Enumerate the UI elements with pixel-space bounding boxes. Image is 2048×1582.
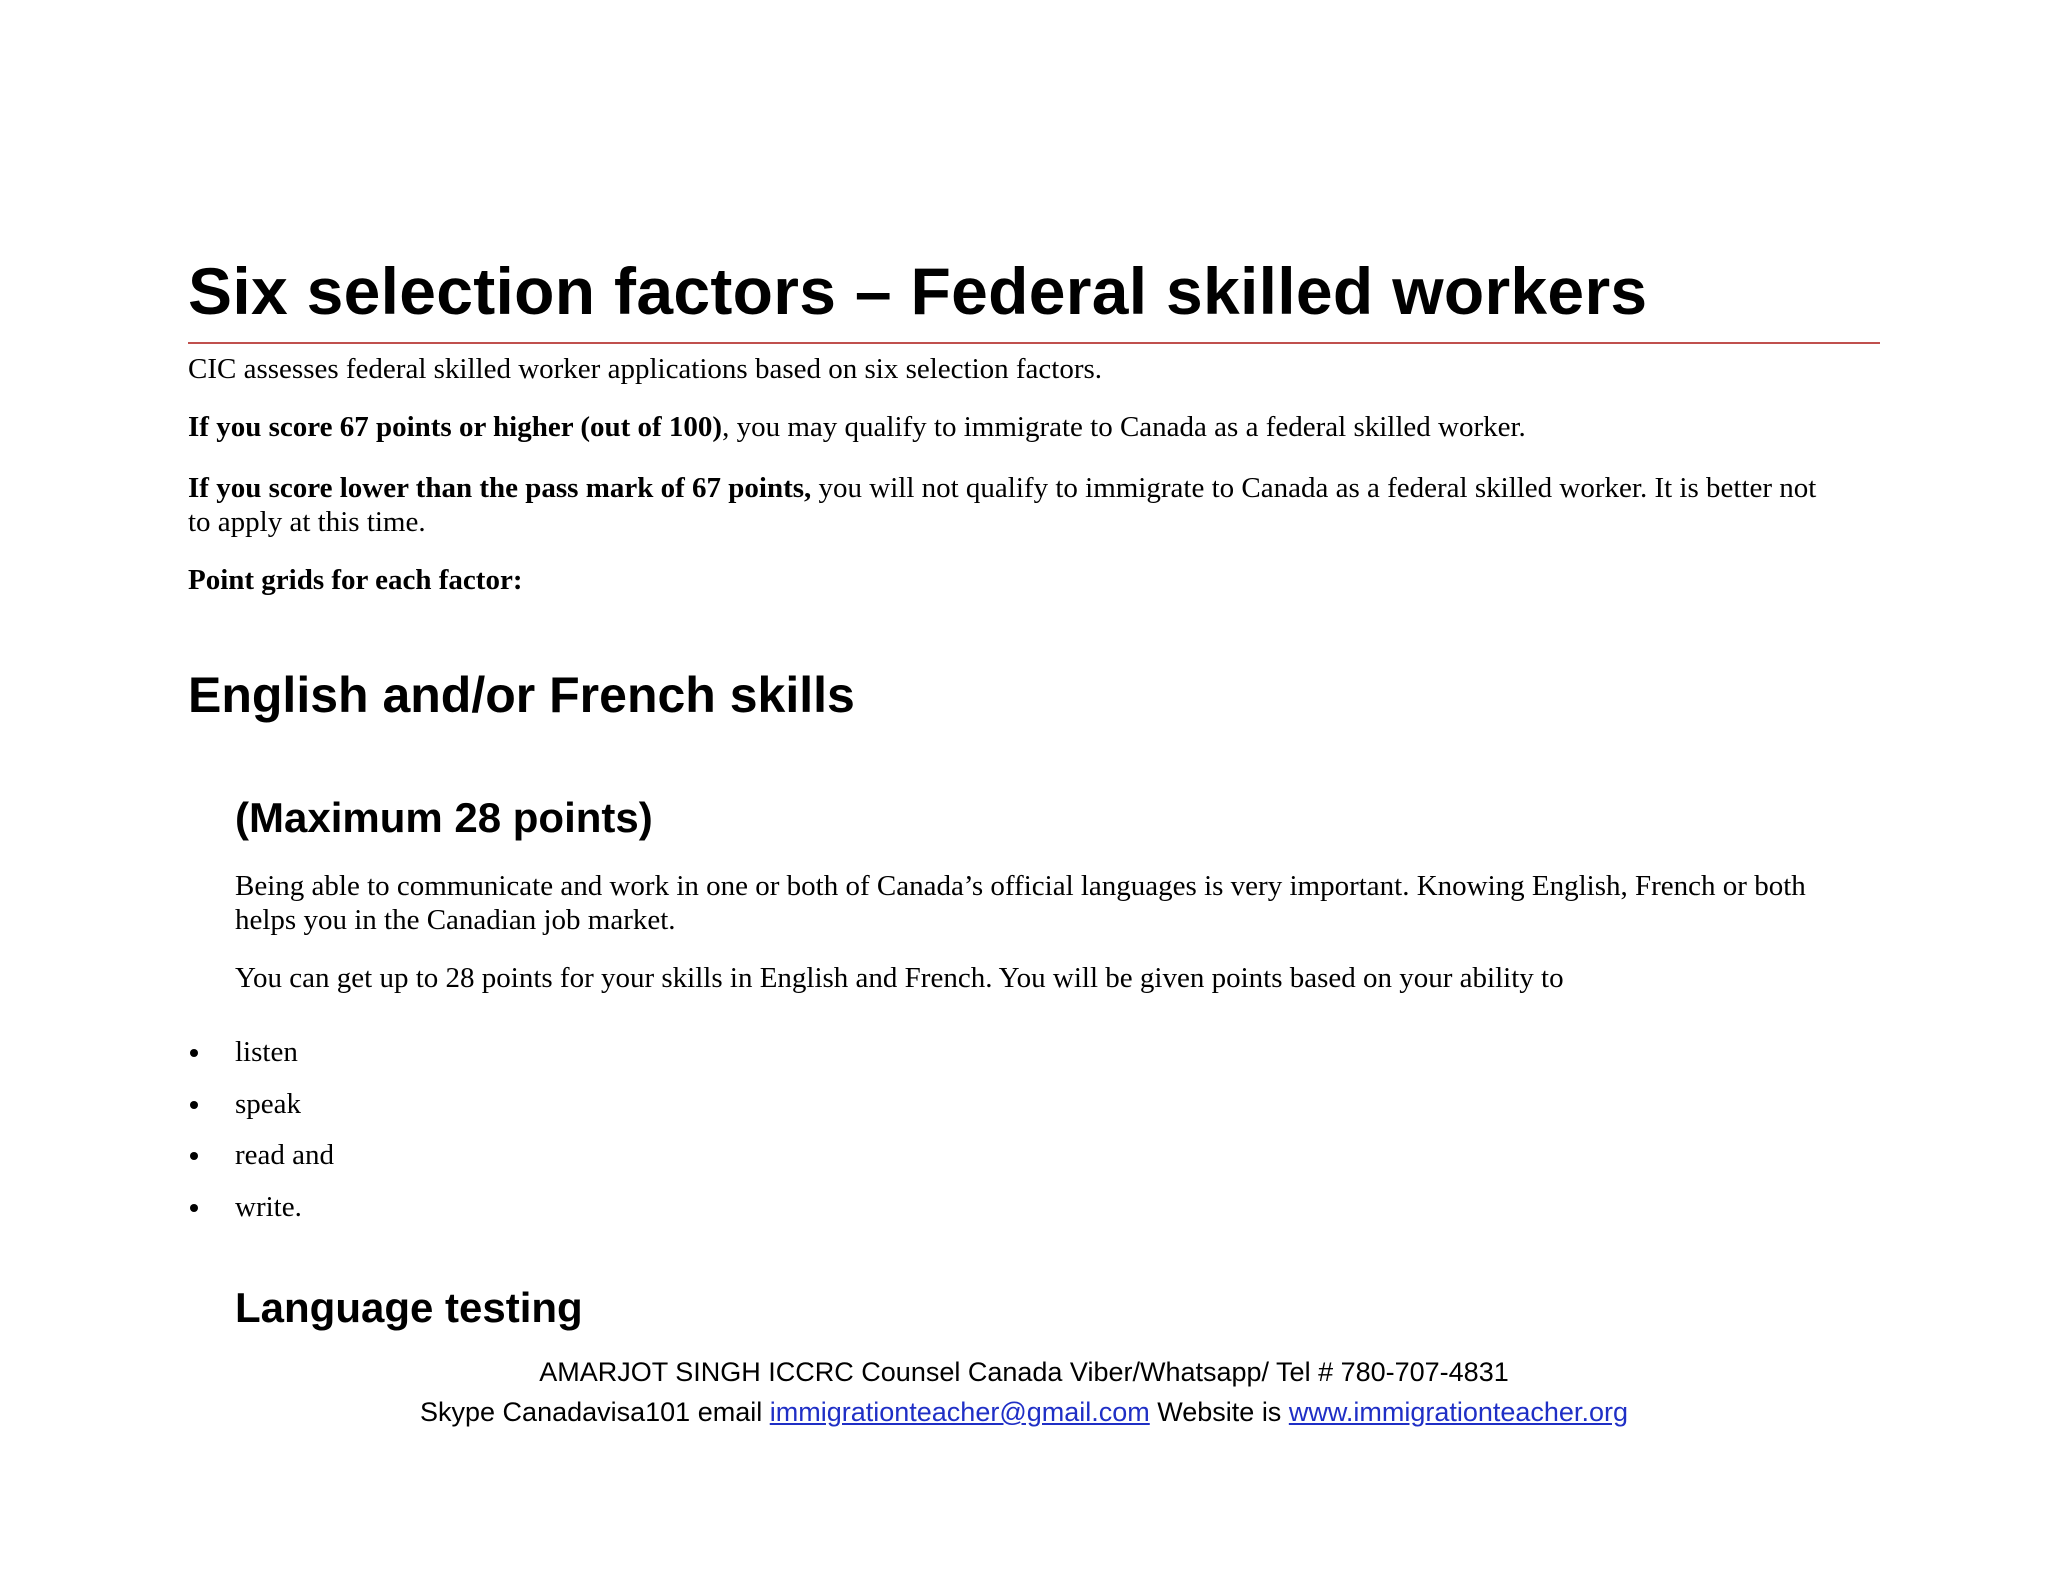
abilities-list [188, 1032, 334, 1238]
language-testing-heading: Language testing [235, 1284, 583, 1331]
footer-skype-text: Skype Canadavisa101 email [420, 1397, 770, 1427]
bullet-icon [190, 1101, 198, 1109]
fail-paragraph-text: you will not qualify to immigrate to Canada as a federal skilled worker. It is better not to apply at this time. [188, 472, 1817, 538]
point-grids-label [188, 563, 1888, 597]
list-item-label: speak [235, 1087, 302, 1120]
section-heading: English and/or French skills [188, 667, 855, 723]
pass-paragraph-text: , you may qualify to immigrate to Canada as a federal skilled worker. [722, 411, 1526, 443]
language-paragraph-1: Being able to communicate and work in one or both of Canada’s official languages is very important. Knowing English, French or both helps you in the Canadian job market. [235, 870, 1806, 936]
footer-contact-line: AMARJOT SINGH ICCRC Counsel Canada Viber/Whatsapp/ Tel # 780-707-4831 [539, 1357, 1509, 1387]
list-item [188, 1187, 334, 1239]
list-item-label: write. [235, 1190, 302, 1223]
list-item [188, 1135, 334, 1187]
max-points-heading: (Maximum 28 points) [235, 794, 653, 841]
bullet-icon [190, 1204, 198, 1212]
fail-paragraph [188, 471, 1828, 539]
list-item [188, 1084, 334, 1136]
footer-links-line [0, 1392, 2048, 1432]
intro-paragraph: CIC assesses federal skilled worker applications based on six selection factors. [188, 353, 1103, 385]
title-underline-rule [188, 342, 1880, 344]
page-title: Six selection factors – Federal skilled workers [188, 254, 1648, 328]
pass-paragraph [188, 410, 1888, 444]
email-link[interactable]: immigrationteacher@gmail.com [769, 1397, 1150, 1427]
point-grids-text: Point grids for each factor: [188, 564, 523, 596]
pass-paragraph-bold: If you score 67 points or higher (out of 100) [188, 411, 723, 443]
list-item-label: listen [235, 1036, 298, 1068]
website-link[interactable]: www.immigrationteacher.org [1288, 1397, 1628, 1427]
footer-website-text: Website is [1149, 1397, 1289, 1427]
list-item [188, 1032, 334, 1084]
language-paragraph-2: You can get up to 28 points for your skills in English and French. You will be given points based on your ability to [235, 962, 1564, 994]
bullet-icon [190, 1049, 198, 1057]
bullet-icon [190, 1152, 198, 1160]
fail-paragraph-bold: If you score lower than the pass mark of 67 points, [188, 472, 812, 504]
list-item-label: read and [235, 1139, 335, 1171]
